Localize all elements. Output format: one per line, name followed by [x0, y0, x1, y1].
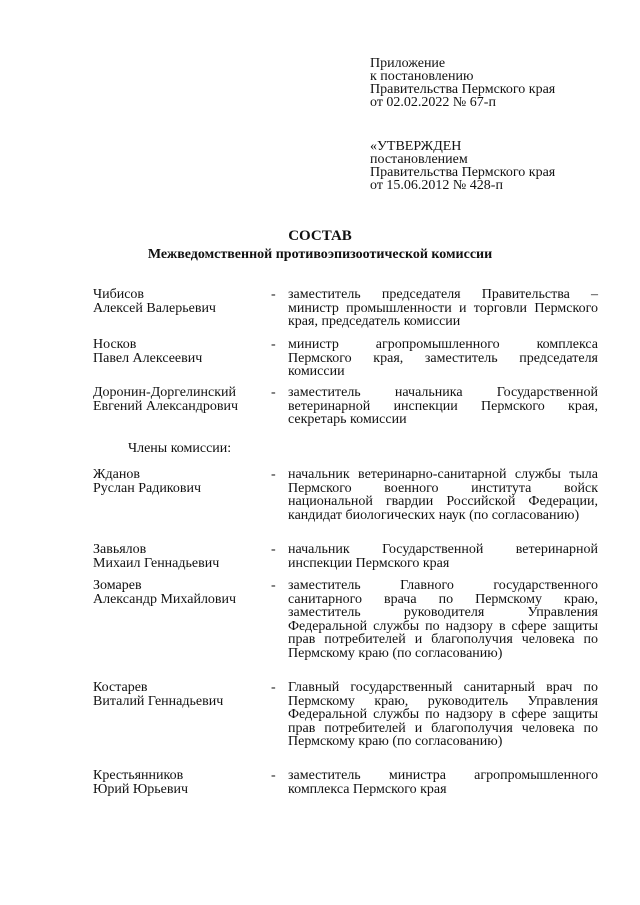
- member-given-name: Алексей Валерьевич: [93, 301, 216, 316]
- separator-dash: -: [271, 287, 276, 302]
- approval-line: постановлением: [370, 152, 468, 167]
- member-name: [93, 769, 263, 797]
- member-surname: Костарев: [93, 680, 148, 695]
- member-role: заместитель министра агропромышленного комплекса Пермского края: [288, 768, 598, 797]
- separator-dash: -: [271, 542, 276, 557]
- separator-dash: -: [271, 467, 276, 482]
- member-role: министр агропромышленного комплекса Пермского края, заместитель председателя комиссии: [288, 337, 598, 379]
- approval-line: «УТВЕРЖДЕН: [370, 139, 462, 154]
- member-name: [93, 681, 263, 709]
- approval-block: [370, 140, 555, 192]
- member-given-name: Михаил Геннадьевич: [93, 556, 220, 571]
- member-role: начальник Государственной ветеринарной инспекции Пермского края: [288, 542, 598, 571]
- member-name: [93, 386, 263, 414]
- annex-block: [370, 57, 555, 109]
- member-given-name: Виталий Геннадьевич: [93, 694, 224, 709]
- member-given-name: Александр Михайлович: [93, 592, 237, 607]
- member-name: [93, 543, 263, 571]
- member-role: заместитель Главного государственного санитарного врача по Пермскому краю, заместитель руководителя Управления Федеральной службы по надзору в сфере защиты прав потребителей и благополучия человека по Пермскому краю (по согласованию): [288, 578, 598, 661]
- approval-line: Правительства Пермского края: [370, 165, 556, 180]
- document-title: СОСТАВ: [288, 228, 352, 244]
- member-name: [93, 468, 263, 496]
- member-given-name: Евгений Александрович: [93, 399, 239, 414]
- separator-dash: -: [271, 680, 276, 695]
- separator-dash: -: [271, 768, 276, 783]
- document-subtitle: Межведомственной противоэпизоотической комиссии: [147, 247, 493, 262]
- member-name: [93, 338, 263, 366]
- separator-dash: -: [271, 385, 276, 400]
- separator-dash: -: [271, 578, 276, 593]
- member-role: заместитель начальника Государственной ветеринарной инспекции Пермского края, секретарь комиссии: [288, 385, 598, 427]
- member-role: начальник ветеринарно-санитарной службы тыла Пермского военного института войск национальной гвардии Российской Федерации, кандидат биологических наук (по согласованию): [288, 467, 598, 523]
- annex-line: Правительства Пермского края: [370, 82, 556, 97]
- member-surname: Доронин-Доргелинский: [93, 385, 236, 400]
- member-given-name: Юрий Юрьевич: [93, 782, 189, 797]
- member-given-name: Павел Алексеевич: [93, 351, 203, 366]
- member-given-name: Руслан Радикович: [93, 481, 202, 496]
- annex-line: от 02.02.2022 № 67-п: [370, 95, 496, 110]
- annex-line: к постановлению: [370, 69, 474, 84]
- members-section-label: Члены комиссии:: [128, 441, 232, 456]
- separator-dash: -: [271, 337, 276, 352]
- member-name: [93, 288, 263, 316]
- annex-line: Приложение: [370, 56, 446, 71]
- member-name: [93, 579, 263, 607]
- member-surname: Жданов: [93, 467, 140, 482]
- approval-line: от 15.06.2012 № 428-п: [370, 178, 503, 193]
- member-surname: Крестьянников: [93, 768, 184, 783]
- member-role: Главный государственный санитарный врач по Пермскому краю, руководитель Управления Федеральной службы по надзору в сфере защиты прав потребителей и благополучия человека по Пермскому краю (по согласованию): [288, 680, 598, 749]
- member-surname: Зомарев: [93, 578, 142, 593]
- member-surname: Завьялов: [93, 542, 147, 557]
- member-role: заместитель председателя Правительства – министр промышленности и торговли Пермского края, председатель комиссии: [288, 287, 598, 329]
- member-surname: Чибисов: [93, 287, 145, 302]
- member-surname: Носков: [93, 337, 137, 352]
